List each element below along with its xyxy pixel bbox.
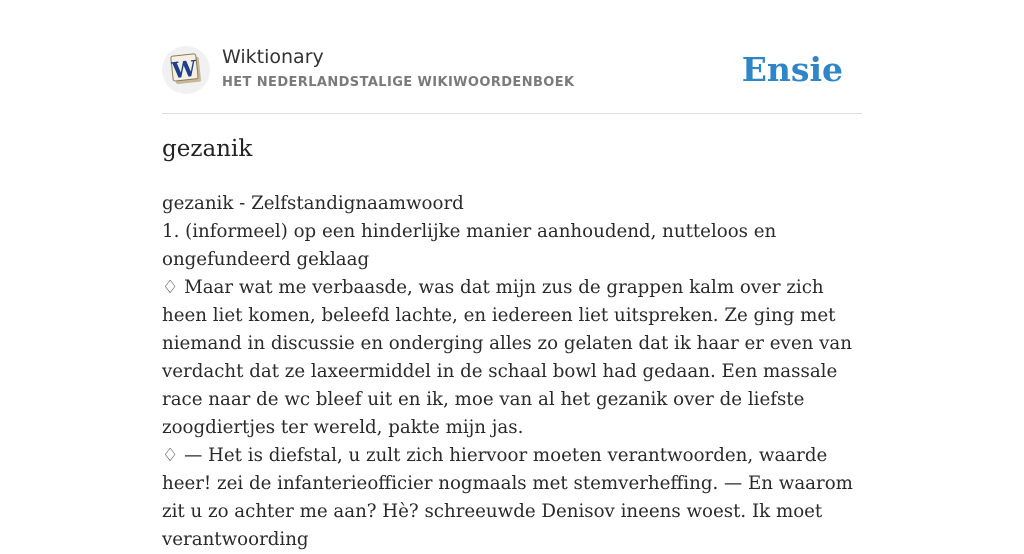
site-subtitle: HET NEDERLANDSTALIGE WIKIWOORDENBOEK xyxy=(222,75,575,90)
wiktionary-logo-icon[interactable] xyxy=(162,46,210,94)
logo-letter: W xyxy=(170,55,198,85)
part-of-speech-line: gezanik - Zelfstandignaamwoord xyxy=(162,193,464,214)
wiktionary-logo-graphic xyxy=(162,46,210,94)
entry-content xyxy=(162,190,862,554)
example-1: ♢ Maar wat me verbaasde, was dat mijn zus de grappen kalm over zich heen liet komen, beleefd lachte, en iedereen liet uitspreken. Ze ging met niemand in discussie en onderging alles zo gelaten dat ik haar er even van verdacht dat ze laxeermiddel in de schaal bowl had gedaan. Een massale race naar de wc bleef uit en ik, moe van al het gezanik over de liefste zoogdiertjes ter wereld, pakte mijn jas. xyxy=(162,277,852,438)
page-title: gezanik xyxy=(162,136,253,162)
brand-logo[interactable]: Ensie xyxy=(741,50,843,89)
site-title[interactable]: Wiktionary xyxy=(222,46,324,68)
definition: 1. (informeel) op een hinderlijke manier aanhoudend, nutteloos en ongefundeerd geklaag xyxy=(162,221,777,270)
example-2: ♢ — Het is diefstal, u zult zich hiervoor moeten verantwoorden, waarde heer! zei de infanterieofficier nogmaals met stemverheffing. — En waarom zit u zo achter me aan? Hè? schreeuwde Denisov ineens woest. Ik moet verantwoording xyxy=(162,445,853,550)
page xyxy=(162,0,862,550)
site-header xyxy=(162,44,862,100)
header-divider xyxy=(162,113,862,114)
